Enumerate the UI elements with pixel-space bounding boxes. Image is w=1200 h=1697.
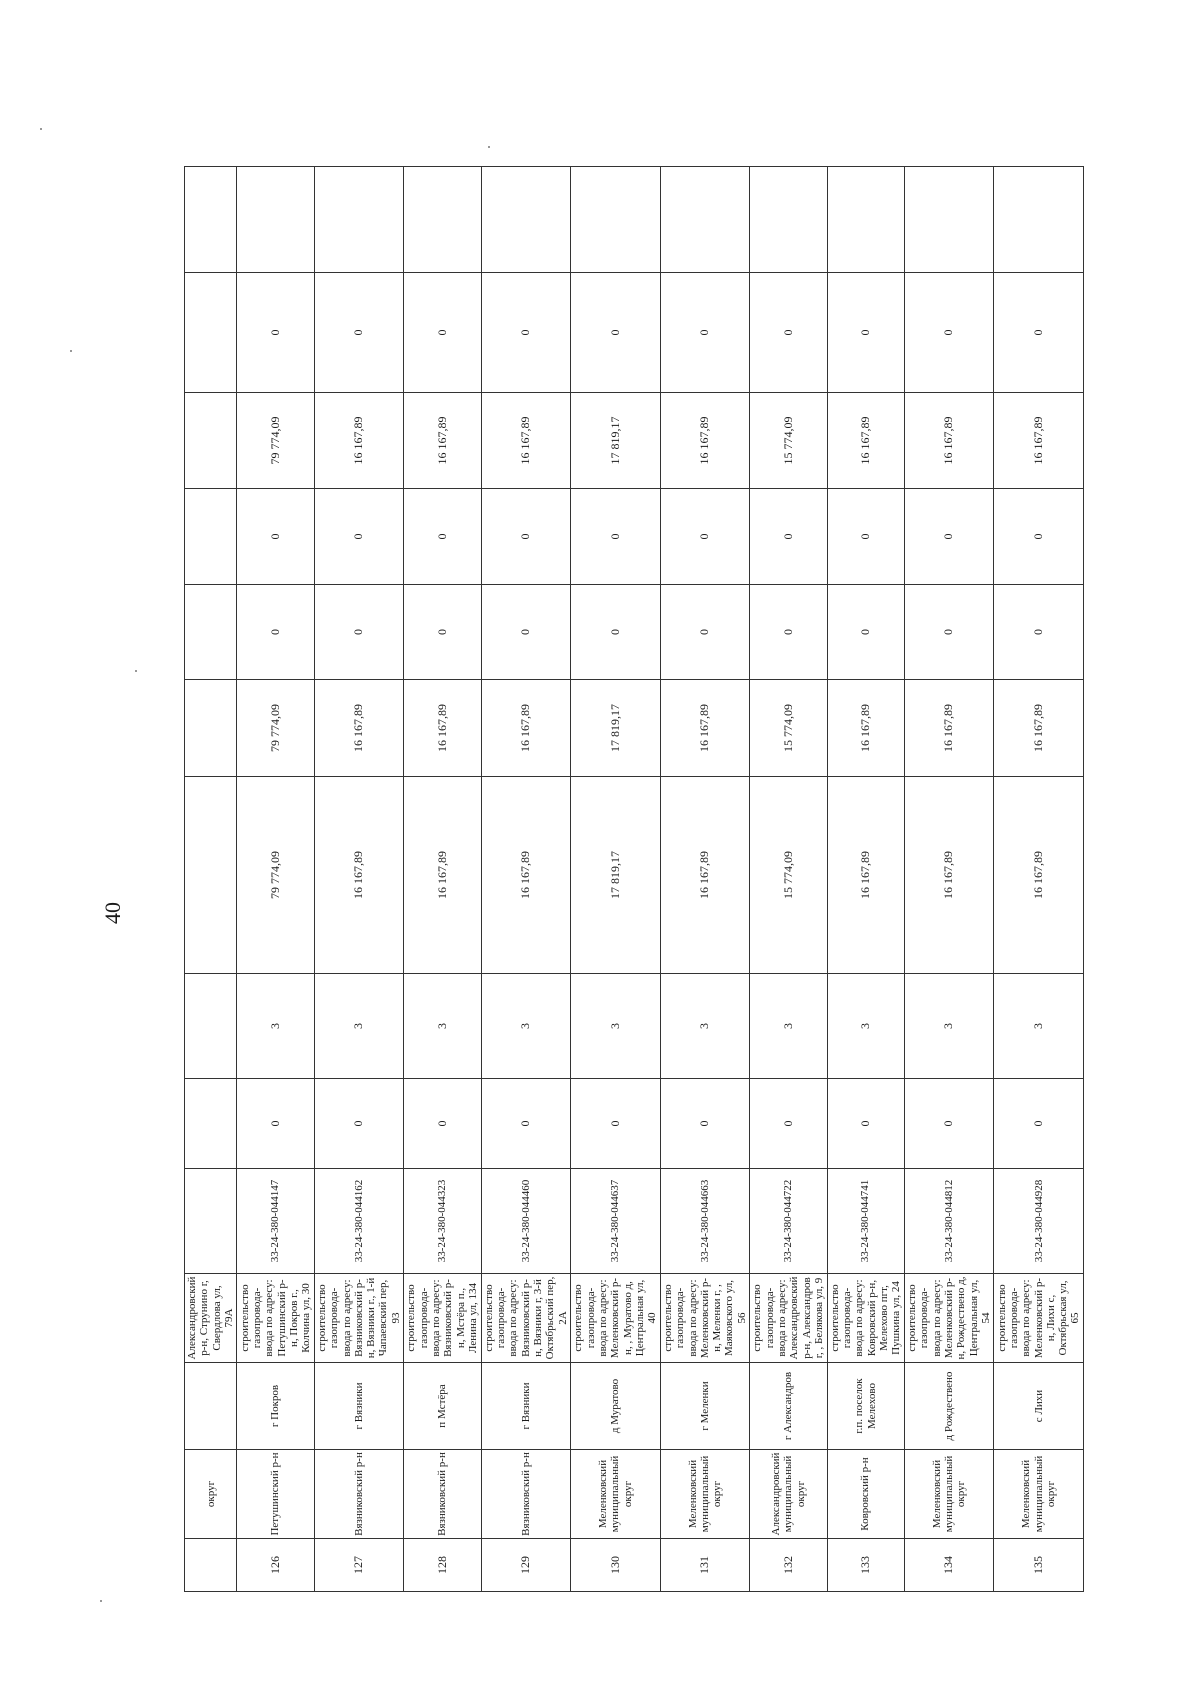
cell-num: 134 [904,1539,994,1592]
cell-v4: 15 774,09 [750,680,827,777]
cell-v2: 3 [827,974,904,1079]
cell-v1: 0 [660,1079,750,1169]
cell-district: Петушинский р-н [237,1450,314,1539]
header-cell-settlement [185,1363,237,1450]
cell-object: строительство газопровода-ввода по адресу: Вязниковский р-н, Мстёра п., Ленина ул, 134 [404,1274,481,1363]
cell-v5: 0 [904,585,994,680]
cell-settlement: г Александров [750,1363,827,1450]
cell-num: 131 [660,1539,750,1592]
cell-v7: 16 167,89 [660,393,750,489]
cell-v4: 16 167,89 [660,680,750,777]
cell-district: Меленковский муниципальный округ [571,1450,661,1539]
cell-v3: 16 167,89 [994,777,1084,974]
cell-v2: 3 [660,974,750,1079]
table-row [660,167,750,1592]
cell-v6: 0 [827,489,904,585]
header-cell-district: округ [185,1450,237,1539]
cell-object: строительство газопровода-ввода по адресу: Меленковский р-н, Меленки г, , Маяковского ул, 56 [660,1274,750,1363]
cell-district: Меленковский муниципальный округ [904,1450,994,1539]
header-cell-v1 [185,1079,237,1169]
cell-num: 128 [404,1539,481,1592]
cell-settlement: д Муратово [571,1363,661,1450]
cell-extra [660,167,750,273]
cell-v1: 0 [404,1079,481,1169]
cell-v4: 17 819,17 [571,680,661,777]
cell-object: строительство газопровода-ввода по адресу: Меленковский р-н, Лихи с, Октябрьская ул, 65 [994,1274,1084,1363]
cell-v4: 16 167,89 [481,680,571,777]
cell-extra [237,167,314,273]
cell-v5: 0 [750,585,827,680]
cell-extra [314,167,404,273]
cell-code: 33-24-380-044928 [994,1169,1084,1274]
cell-district: Меленковский муниципальный округ [994,1450,1084,1539]
header-cell-v2 [185,974,237,1079]
cell-v8: 0 [404,273,481,393]
cell-v6: 0 [750,489,827,585]
cell-v1: 0 [994,1079,1084,1169]
page-number: 40 [100,902,125,924]
cell-v7: 16 167,89 [827,393,904,489]
header-cell-v3 [185,777,237,974]
header-row [185,167,237,1592]
cell-v6: 0 [994,489,1084,585]
cell-extra [827,167,904,273]
cell-v3: 16 167,89 [904,777,994,974]
cell-v7: 16 167,89 [904,393,994,489]
cell-v6: 0 [314,489,404,585]
cell-v5: 0 [481,585,571,680]
cell-code: 33-24-380-044812 [904,1169,994,1274]
table-row [314,167,404,1592]
cell-v5: 0 [827,585,904,680]
cell-extra [404,167,481,273]
scan-speck [488,146,490,148]
cell-settlement: г Вязники [481,1363,571,1450]
cell-num: 135 [994,1539,1084,1592]
cell-v8: 0 [660,273,750,393]
header-cell-v7 [185,393,237,489]
cell-v6: 0 [571,489,661,585]
cell-v6: 0 [404,489,481,585]
cell-v3: 16 167,89 [404,777,481,974]
table-row [237,167,314,1592]
scan-speck [70,350,72,352]
cell-district: Вязниковский р-н [481,1450,571,1539]
cell-v7: 16 167,89 [314,393,404,489]
cell-v1: 0 [904,1079,994,1169]
cell-v8: 0 [571,273,661,393]
cell-v1: 0 [827,1079,904,1169]
cell-district: Меленковский муниципальный округ [660,1450,750,1539]
table-row [750,167,827,1592]
cell-v4: 16 167,89 [314,680,404,777]
cell-district: Александровский муниципальный округ [750,1450,827,1539]
cell-object: строительство газопровода-ввода по адресу: Петушинский р-н, Покров г., Колчина ул, 30 [237,1274,314,1363]
cell-v3: 15 774,09 [750,777,827,974]
cell-v7: 17 819,17 [571,393,661,489]
table-row [994,167,1084,1592]
cell-extra [481,167,571,273]
scan-speck [135,670,137,672]
cell-v8: 0 [237,273,314,393]
cell-code: 33-24-380-044741 [827,1169,904,1274]
cell-v3: 17 819,17 [571,777,661,974]
table-row [904,167,994,1592]
cell-v7: 79 774,09 [237,393,314,489]
cell-settlement: п Мстёра [404,1363,481,1450]
cell-extra [994,167,1084,273]
cell-v4: 16 167,89 [404,680,481,777]
cell-object: строительство газопровода-ввода по адресу: Александровский р-н, Александров г, , Белякова ул, 9 [750,1274,827,1363]
cell-v4: 16 167,89 [994,680,1084,777]
cell-v3: 16 167,89 [314,777,404,974]
cell-num: 133 [827,1539,904,1592]
cell-object: строительство газопровода-ввода по адресу: Вязниковский р-н, Вязники г., 1-й Чапаевский пер, 93 [314,1274,404,1363]
cell-v2: 3 [750,974,827,1079]
cell-object: строительство газопровода-ввода по адресу: Ковровский р-н, Мелехово пгт, Пушкина ул, 24 [827,1274,904,1363]
cell-v1: 0 [237,1079,314,1169]
cell-code: 33-24-380-044637 [571,1169,661,1274]
cell-v4: 79 774,09 [237,680,314,777]
cell-v2: 3 [404,974,481,1079]
cell-v2: 3 [904,974,994,1079]
cell-v5: 0 [571,585,661,680]
cell-district: Вязниковский р-н [404,1450,481,1539]
cell-v8: 0 [904,273,994,393]
cell-v5: 0 [994,585,1084,680]
cell-v2: 3 [481,974,571,1079]
cell-v7: 15 774,09 [750,393,827,489]
cell-v7: 16 167,89 [481,393,571,489]
header-cell-num [185,1539,237,1592]
cell-v6: 0 [904,489,994,585]
cell-v3: 16 167,89 [660,777,750,974]
cell-num: 126 [237,1539,314,1592]
cell-extra [904,167,994,273]
table-row [571,167,661,1592]
header-cell-v8 [185,273,237,393]
cell-object: строительство газопровода-ввода по адресу: Меленковский р-н, , Муратово д, Центральная ул, 40 [571,1274,661,1363]
cell-district: Ковровский р-н [827,1450,904,1539]
header-cell-object: Александровский р-н, Струнино г, Свердлова ул, 79А [185,1274,237,1363]
cell-v4: 16 167,89 [827,680,904,777]
table-row [404,167,481,1592]
cell-v3: 16 167,89 [481,777,571,974]
cell-district: Вязниковский р-н [314,1450,404,1539]
cell-code: 33-24-380-044162 [314,1169,404,1274]
cell-v8: 0 [994,273,1084,393]
cell-settlement: д Рождествено [904,1363,994,1450]
cell-code: 33-24-380-044323 [404,1169,481,1274]
scan-speck [100,1600,102,1602]
header-cell-v5 [185,585,237,680]
cell-num: 127 [314,1539,404,1592]
table-row [827,167,904,1592]
cell-v7: 16 167,89 [994,393,1084,489]
cell-v3: 16 167,89 [827,777,904,974]
cell-v3: 79 774,09 [237,777,314,974]
cell-v1: 0 [571,1079,661,1169]
cell-v2: 3 [237,974,314,1079]
cell-v6: 0 [481,489,571,585]
scan-speck [40,128,42,130]
table-row [481,167,571,1592]
cell-v5: 0 [404,585,481,680]
cell-code: 33-24-380-044147 [237,1169,314,1274]
cell-v5: 0 [237,585,314,680]
cell-v1: 0 [750,1079,827,1169]
cell-v8: 0 [827,273,904,393]
cell-v6: 0 [237,489,314,585]
cell-v8: 0 [750,273,827,393]
cell-v1: 0 [314,1079,404,1169]
cell-settlement: г Покров [237,1363,314,1450]
header-cell-extra [185,167,237,273]
cell-settlement: г.п. поселок Мелехово [827,1363,904,1450]
cell-settlement: г Меленки [660,1363,750,1450]
cell-v2: 3 [994,974,1084,1079]
cell-v4: 16 167,89 [904,680,994,777]
rotated-table-container [184,167,1084,1592]
cell-v8: 0 [481,273,571,393]
cell-num: 132 [750,1539,827,1592]
cell-v2: 3 [314,974,404,1079]
cell-code: 33-24-380-044722 [750,1169,827,1274]
header-cell-v4 [185,680,237,777]
cell-settlement: г Вязники [314,1363,404,1450]
cell-v6: 0 [660,489,750,585]
cell-code: 33-24-380-044663 [660,1169,750,1274]
cell-num: 130 [571,1539,661,1592]
cell-v5: 0 [314,585,404,680]
cell-object: строительство газопровода-ввода по адресу: Меленковский р-н, Рождествено д, Центральная ул, 54 [904,1274,994,1363]
header-cell-v6 [185,489,237,585]
cell-settlement: с Лихи [994,1363,1084,1450]
header-cell-code [185,1169,237,1274]
cell-object: строительство газопровода-ввода по адресу: Вязниковский р-н, Вязники г, 3-й Октябрьский пер, 2А [481,1274,571,1363]
cell-v8: 0 [314,273,404,393]
cell-extra [571,167,661,273]
cell-v7: 16 167,89 [404,393,481,489]
cell-v5: 0 [660,585,750,680]
cell-v1: 0 [481,1079,571,1169]
cell-extra [750,167,827,273]
cell-code: 33-24-380-044460 [481,1169,571,1274]
data-table [184,166,1084,1592]
cell-num: 129 [481,1539,571,1592]
cell-v2: 3 [571,974,661,1079]
